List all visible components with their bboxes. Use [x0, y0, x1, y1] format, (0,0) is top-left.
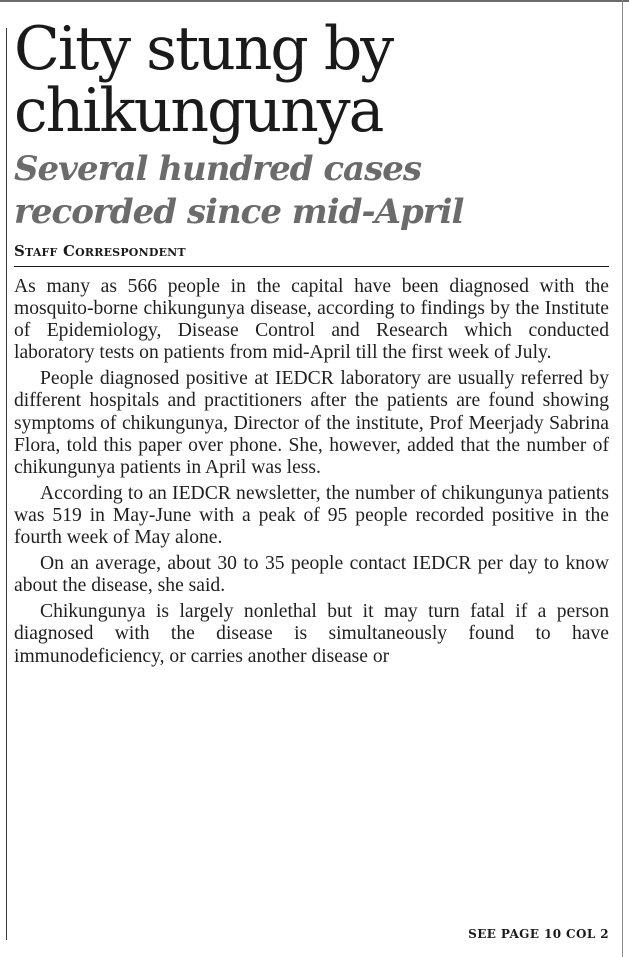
byline-divider — [14, 266, 609, 267]
top-border-rule — [0, 0, 629, 2]
news-article — [14, 14, 609, 672]
subheadline: Several hundred cases recorded since mid-April — [14, 149, 464, 232]
article-paragraph: On an average, about 30 to 35 people contact IEDCR per day to know about the disease, she said. — [14, 553, 609, 597]
article-paragraph: People diagnosed positive at IEDCR laboratory are usually referred by different hospitals and practitioners after the patients are found showing symptoms of chikungunya, Director of the institute, Prof Meerjady Sabrina Flora, told this paper over phone. She, however, added that the number of chikungunya patients in April was less. — [14, 368, 609, 478]
article-body — [14, 276, 609, 668]
left-column-rule — [6, 28, 7, 940]
article-paragraph: Chikungunya is largely nonlethal but it may turn fatal if a person diagnosed with the disease is simultaneously found to have immunodeficiency, or carries another disease or — [14, 601, 609, 667]
right-column-rule — [622, 0, 623, 957]
byline: Staff Correspondent — [14, 242, 186, 260]
article-paragraph: According to an IEDCR newsletter, the number of chikungunya patients was 519 in May-June with a peak of 95 people recorded positive in the fourth week of May alone. — [14, 482, 609, 549]
continued-jump-line: SEE PAGE 10 COL 2 — [468, 927, 609, 941]
headline: City stung by chikungunya — [14, 14, 393, 146]
article-paragraph: As many as 566 people in the capital have been diagnosed with the mosquito-borne chikungunya disease, according to findings by the Institute of Epidemiology, Disease Control and Research which conducted laboratory tests on patients from mid-April till the first week of July. — [14, 276, 609, 364]
